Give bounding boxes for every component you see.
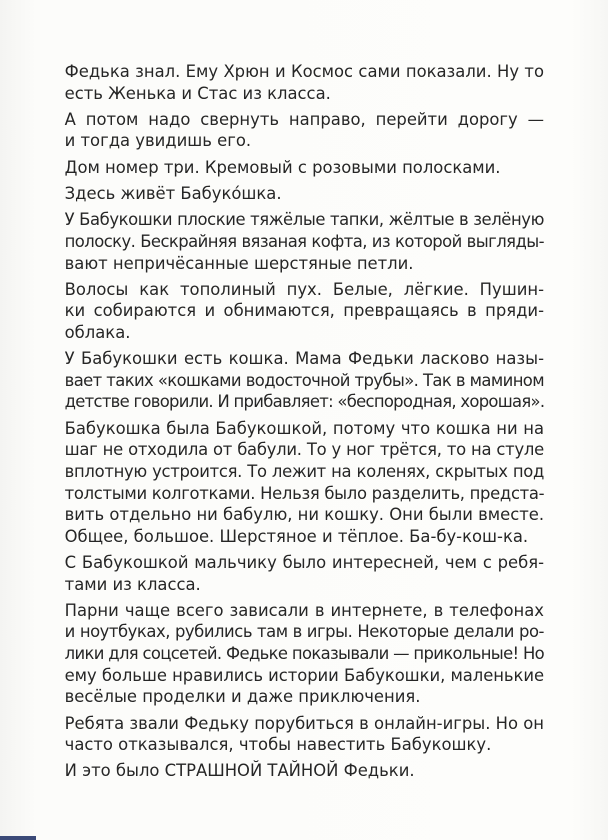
text-line: Ребята звали Федьку порубиться в онлайн-игры. Но он [64,713,544,733]
text-line: вить отдельно ни бабулю, ни кошку. Они были вместе. [64,505,545,525]
text-line: Дом номер три. Кремовый с розовыми полосками. [64,157,501,177]
text-line: детстве говорили. И прибавляет: «беспородная, хорошая». [64,392,545,412]
text-line: вает таких «кошками водосточной трубы». Так в мамином [64,370,544,390]
paragraph [64,109,544,152]
text-line: Парни чаще всего зависали в интернете, в телефонах [64,600,544,620]
paragraph [64,279,544,344]
text-line: Волосы как тополиный пух. Белые, лёгкие. Пушин- [64,279,544,299]
text-line: лики для соцсетей. Федьке показывали — прикольные! Но [64,644,545,664]
text-line: У Бабукошки есть кошка. Мама Федьки ласково назы- [64,349,544,369]
text-line: И это было СТРАШНОЙ ТАЙНОЙ Федьки. [64,761,415,781]
text-line: облака. [64,322,131,342]
text-line: У Бабукошки плоские тяжёлые тапки, жёлтые в зелёную [64,210,544,230]
text-line: полоску. Бескрайняя вязаная кофта, из которой выгляды- [64,231,544,251]
text-line: Общее, большое. Шерстяное и тёплое. Ба-бу-кош-ка. [64,526,529,546]
text-line: А потом надо свернуть направо, перейти дорогу — [64,109,544,129]
text-line: и ноутбуках, рубились там в игры. Некоторые делали ро- [64,622,544,642]
text-line: есть Женька и Стас из класса. [64,83,331,103]
paragraph [64,348,544,413]
story-text [64,61,544,787]
text-line: вплотную устроится. То лежит на коленях, скрытых под [64,461,544,481]
paragraph [64,552,544,595]
text-line: тами из класса. [64,574,201,594]
paragraph [64,713,544,756]
paragraph [64,157,544,179]
text-line: С Бабукошкой мальчику было интересней, чем с ребя- [64,552,544,572]
text-line: Здесь живёт Бабуко́шка. [64,184,282,204]
page-edge-strip [0,836,36,840]
text-line: часто отказывался, чтобы навестить Бабукошку. [64,735,492,755]
text-line: Бабукошка была Бабукошкой, потому что кошка ни на [64,418,544,438]
text-line: вают непричёсанные шерстяные петли. [64,253,414,273]
text-line: ки собираются и обнимаются, превращаясь в пряди- [64,301,544,321]
paragraph [64,418,544,548]
text-line: шаг не отходила от бабули. То у ног трётся, то на стуле [64,440,544,460]
text-line: Федька знал. Ему Хрюн и Космос сами показали. Ну то [64,62,544,81]
paragraph [64,183,544,205]
paragraph [64,600,544,708]
paragraph [64,209,544,274]
paragraph [64,760,544,782]
paragraph [64,61,544,104]
text-line: толстыми колготками. Нельзя было разделить, предста- [64,483,545,503]
text-line: и тогда увидишь его. [64,131,252,151]
text-line: весёлые проделки и даже приключения. [64,687,421,707]
text-line: ему больше нравились истории Бабукошки, маленькие [64,665,544,685]
